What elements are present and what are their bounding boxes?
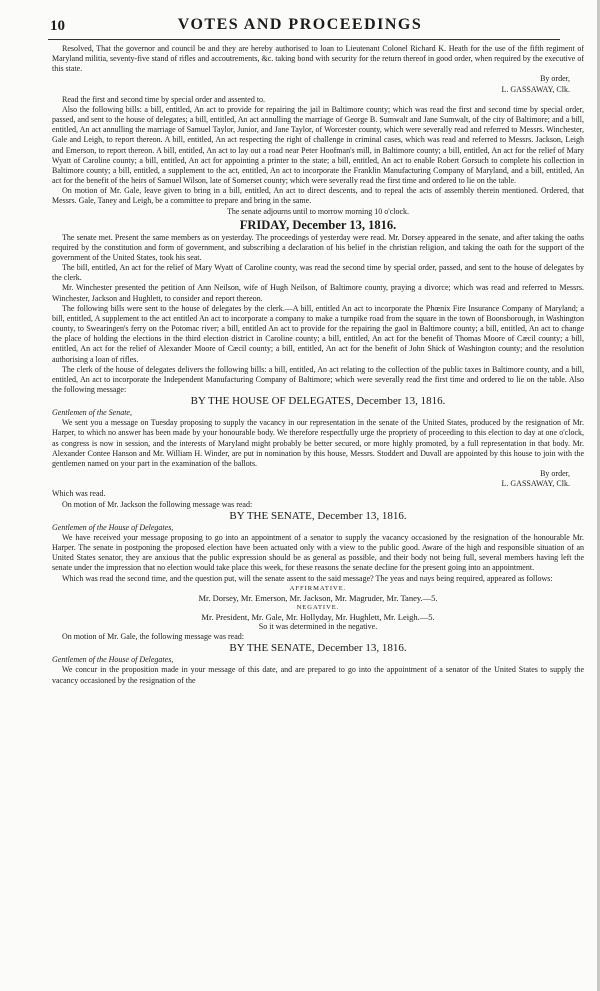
paragraph: We concur in the proposition made in your message of this date, and are prepared to go into the appointment of a senator of the United States to supply the vacancy occasioned by the resignation of the [52,665,584,685]
salutation: Gentlemen of the Senate, [52,408,132,418]
house-heading: BY THE HOUSE OF DELEGATES, December 13, 1816. [190,395,446,408]
adjournment: The senate adjourns until to morrow morning 10 o'clock. [226,206,410,216]
motion: On motion of Mr. Jackson the following message was read: [62,499,253,509]
which-was-read: Which was read. [52,489,106,499]
running-head: VOTES AND PROCEEDINGS [177,16,423,33]
paragraph: We have received your message proposing to go into an appointment of a senator to supply the vacancy occasioned by the resignation of the honourable Mr. Harper. The senate in postponing the proposed election have been actuated only with a view to the public good. Aware of the high and responsible situation of an United States senator, they are anxious that the public expression should be as general as possible, and their body not being full, several members having left the senate under the impression that no election would take place this week, for these reasons the senate decline for the present going into an appointment. [52,532,584,573]
by-order: By order, [540,469,570,479]
negative-label: NEGATIVE. [296,603,340,611]
negative-votes: Mr. President, Mr. Gale, Mr. Hollyday, Mr. Hughlett, Mr. Leigh.—5. [201,611,435,622]
paragraph: On motion of Mr. Gale, leave given to bring in a bill, entitled, An act to direct descents, and to repeal the acts of assembly therein mentioned. Ordered, that Messrs. Gale, Taney and Leigh, be a committee to prepare and bring in the same. [52,186,584,206]
paragraph: Which was read the second time, and the question put, will the senate assent to the said message? The yeas and nays being required, appeared as follows: [62,573,553,583]
paragraph: Read the first and second time by special order and assented to. [62,94,266,104]
paragraph: The clerk of the house of delegates delivers the following bills: a bill, entitled, An act relating to the collection of the public taxes in Baltimore county, and a bill, entitled, An act to incorporate the Independent Manufacturing Company of Baltimore; which were severally read the first time and ordered to lie on the table. Also the following message: [52,364,584,394]
paragraph: We sent you a message on Tuesday proposing to supply the vacancy in our representation in the senate of the United States, produced by the resignation of Mr. Harper, to which no answer has been made by your honourable body. We therefore respectfully urge the propriety of proceeding to this election to day at one o'clock, as congress is now in session, and the interests of Maryland might probably be better secured, or more highly promoted, by a full representation in that body. Mr. Alexander Contee Hanson and Mr. William H. Winder, are put in nomination by this house, Messrs. Stoddert and Duvall are appointed by this house to join with the gentlemen named on your part in the examination of the ballots. [52,418,584,468]
motion: On motion of Mr. Gale, the following message was read: [62,632,244,642]
paragraph: The following bills were sent to the house of delegates by the clerk.—A bill, entitled An act to incorporate the Phœnix Fire Insurance Company of Maryland; a bill, entitled, A supplement to the act entitled An act to incorporate a company to make a turnpike road from the square in the town of Boonsborough, in Washington county, to Swearingen's ferry on the Potomac river; a bill, entitled An act to provide for the repairing the gaol in Baltimore county; a bill, entitled, An act to change the place of holding the elections in the third election district in Caroline county; a bill, entitled, An act for the benefit of Thomas Moore of Cæcil county; a bill, entitled, An act for the relief of Alexander Moore of Cæcil county; a bill, entitled, An act for the benefit of John Shick of Washington county; and the resolution authorising a loan of rifles. [52,303,584,364]
paragraph: The bill, entitled, An act for the relief of Mary Wyatt of Caroline county, was read the second time by special order, passed, and sent to the house of delegates by the clerk. [52,263,584,283]
senate-heading: BY THE SENATE, December 13, 1816. [229,642,407,655]
signature: L. GASSAWAY, Clk. [501,479,570,489]
paragraph: The senate met. Present the same members as on yesterday. The proceedings of yesterday were read. Mr. Dorsey appeared in the senate, and after taking the oaths required by the constitution and form of government, and subscribing a declaration of his belief in the christian religion, and taking the oath for the support of the government of the United States, took his seat. [52,232,584,262]
paragraph: Also the following bills: a bill, entitled, An act to provide for repairing the jail in Baltimore county; which was read the first and second time by special order, passed, and sent to the house of delegates; a bill, entitled, An act annulling the marriage of George B. Sumwalt and Jane Sumwalt, of the city of Baltimore; and a bill, entitled, An act annulling the marriage of Samuel Taylor, Junior, and Jane Taylor, of Worcester county, which were severally read and referred to Messrs. Winchester, Gale and Leigh, to report thereon. A bill, entitled, An act respecting the right of challenge in criminal cases, which was read and referred to Messrs. Jackson, Leigh and Emerson, to report thereon. A bill, entitled, An act to lay out a road near Peter Hoofman's mill, in Baltimore county; a bill, entitled, An act for the relief of Mary Wyatt of Caroline county; a bill, entitled, An act for appointing a printer to the state; a bill, entitled, An act to enable Robert Gorsuch to complete his collection in Baltimore county; a bill, entitled, a supplement to the act, entitled, An act to incorporate the Franklin Manufacturing Company of Maryland, and a bill, entitled, An act for the benefit of the heirs of Samuel Wilson, late of Somerset county; which were severally read the first time and ordered to lie on the table. [52,104,584,186]
salutation: Gentlemen of the House of Delegates, [52,655,174,665]
senate-heading: BY THE SENATE, December 13, 1816. [229,509,407,522]
signature: L. GASSAWAY, Clk. [501,84,570,94]
affirmative-label: AFFIRMATIVE. [289,584,347,592]
header-rule [48,39,560,40]
salutation: Gentlemen of the House of Delegates, [52,522,174,532]
day-heading: FRIDAY, December 13, 1816. [239,217,397,232]
affirmative-votes: Mr. Dorsey, Mr. Emerson, Mr. Jackson, Mr. Magruder, Mr. Taney.—5. [198,592,438,603]
paragraph: Mr. Winchester presented the petition of Ann Neilson, wife of Hugh Neilson, of Baltimore county, praying a divorce; which was read and referred to Messrs. Winchester, Jackson and Hughlett, to consider and report thereon. [52,283,584,303]
page-number: 10 [50,18,65,34]
paragraph: Resolved, That the governor and council be and they are hereby authorised to loan to Lieutenant Colonel Richard K. Heath for the use of the fifth regiment of Maryland militia, seventy-five stand of rifles and accoutrements, &c. taking bond with security for the return thereof in good order, when required by the executive of this state. [52,44,584,74]
page-text [52,44,584,686]
vote-result: So it was determined in the negative. [258,621,378,631]
by-order: By order, [540,74,570,84]
